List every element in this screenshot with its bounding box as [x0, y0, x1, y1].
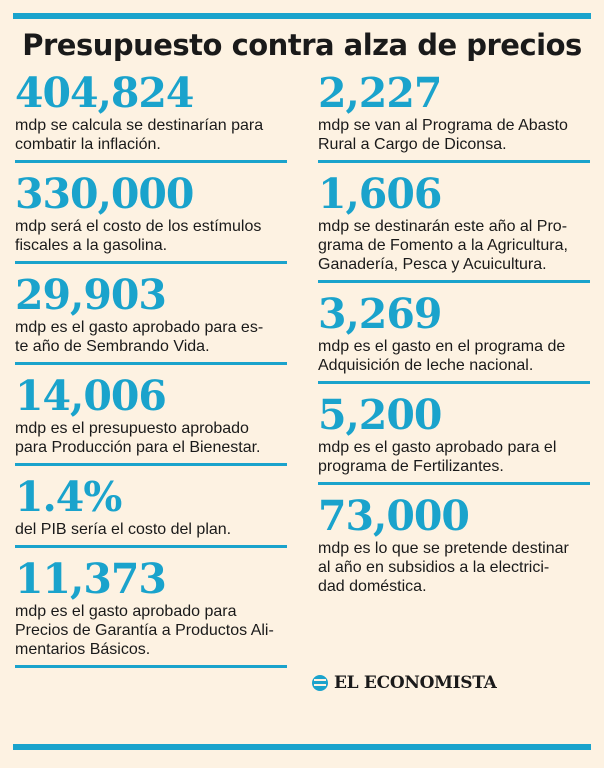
stat-block	[318, 392, 590, 485]
stat-value: 3,269	[318, 290, 442, 338]
stat-description-line: para Producción para el Bienestar.	[15, 439, 261, 456]
el-economista-logo-icon	[312, 675, 328, 691]
stat-divider	[15, 160, 287, 163]
stat-description	[318, 539, 590, 596]
stat-block	[15, 373, 287, 466]
stat-divider	[15, 665, 287, 668]
stat-description	[15, 520, 287, 539]
stat-value: 2,227	[318, 69, 442, 117]
stat-description-line: mdp se destinarán este año al Pro-	[318, 218, 568, 235]
stat-description-line: dad doméstica.	[318, 578, 427, 595]
stat-value: 1.4%	[15, 473, 122, 521]
stat-description	[15, 602, 287, 659]
stat-description-line: mdp es el gasto en el programa de	[318, 338, 566, 355]
stat-divider	[318, 381, 590, 384]
stat-description-line: del PIB sería el costo del plan.	[15, 521, 232, 538]
stat-description	[318, 217, 590, 274]
right-column	[318, 70, 590, 596]
stat-description-line: grama de Fomento a la Agricultura,	[318, 237, 568, 254]
stat-description-line: Precios de Garantía a Productos Ali-	[15, 622, 274, 639]
stat-value: 330,000	[15, 170, 194, 218]
stat-block	[318, 171, 590, 283]
top-divider	[13, 13, 591, 19]
stat-divider	[318, 280, 590, 283]
stat-block	[318, 291, 590, 384]
stat-description-line: mdp se calcula se destinarían para	[15, 117, 264, 134]
stat-description	[15, 217, 287, 255]
stat-description	[318, 116, 590, 154]
stat-description	[318, 438, 590, 476]
brand-logo	[312, 670, 497, 696]
stat-divider	[15, 261, 287, 264]
stat-description-line: mdp será el costo de los estímulos	[15, 218, 262, 235]
stat-block	[15, 171, 287, 264]
stat-description-line: mdp es el gasto aprobado para es-	[15, 319, 264, 336]
stat-block	[15, 272, 287, 365]
stat-value: 29,903	[15, 271, 166, 319]
stat-description-line: programa de Fertilizantes.	[318, 458, 504, 475]
stat-block	[318, 70, 590, 163]
stat-value: 404,824	[15, 69, 194, 117]
stat-value: 5,200	[318, 391, 442, 439]
stat-value: 11,373	[15, 555, 166, 603]
stat-description	[15, 318, 287, 356]
stat-description-line: Rural a Cargo de Diconsa.	[318, 136, 507, 153]
stat-value: 1,606	[318, 170, 442, 218]
stat-block	[15, 556, 287, 668]
stat-description-line: mdp es lo que se pretende destinar	[318, 540, 569, 557]
brand-name: EL ECONOMISTA	[334, 673, 497, 693]
stat-divider	[318, 160, 590, 163]
stat-description	[15, 116, 287, 154]
stat-description	[318, 337, 590, 375]
stat-block	[318, 493, 590, 596]
stat-description-line: te año de Sembrando Vida.	[15, 338, 210, 355]
stat-divider	[318, 482, 590, 485]
stat-description-line: Adquisición de leche nacional.	[318, 357, 534, 374]
left-column	[15, 70, 287, 676]
page-title: Presupuesto contra alza de precios	[22, 28, 582, 62]
stat-divider	[15, 362, 287, 365]
stat-description-line: mdp es el gasto aprobado para el	[318, 439, 557, 456]
stat-value: 73,000	[318, 492, 469, 540]
stat-description-line: fiscales a la gasolina.	[15, 237, 168, 254]
stat-block	[15, 474, 287, 548]
stat-description	[15, 419, 287, 457]
stat-description-line: al año en subsidios a la electrici-	[318, 559, 550, 576]
stat-description-line: mdp es el gasto aprobado para	[15, 603, 237, 620]
stat-description-line: mdp es el presupuesto aprobado	[15, 420, 249, 437]
stat-value: 14,006	[15, 372, 166, 420]
bottom-divider	[13, 744, 591, 750]
stat-description-line: combatir la inflación.	[15, 136, 161, 153]
stat-divider	[15, 545, 287, 548]
stat-block	[15, 70, 287, 163]
stat-description-line: mdp se van al Programa de Abasto	[318, 117, 568, 134]
stat-description-line: Ganadería, Pesca y Acuicultura.	[318, 256, 547, 273]
stat-description-line: mentarios Básicos.	[15, 641, 151, 658]
stat-divider	[15, 463, 287, 466]
